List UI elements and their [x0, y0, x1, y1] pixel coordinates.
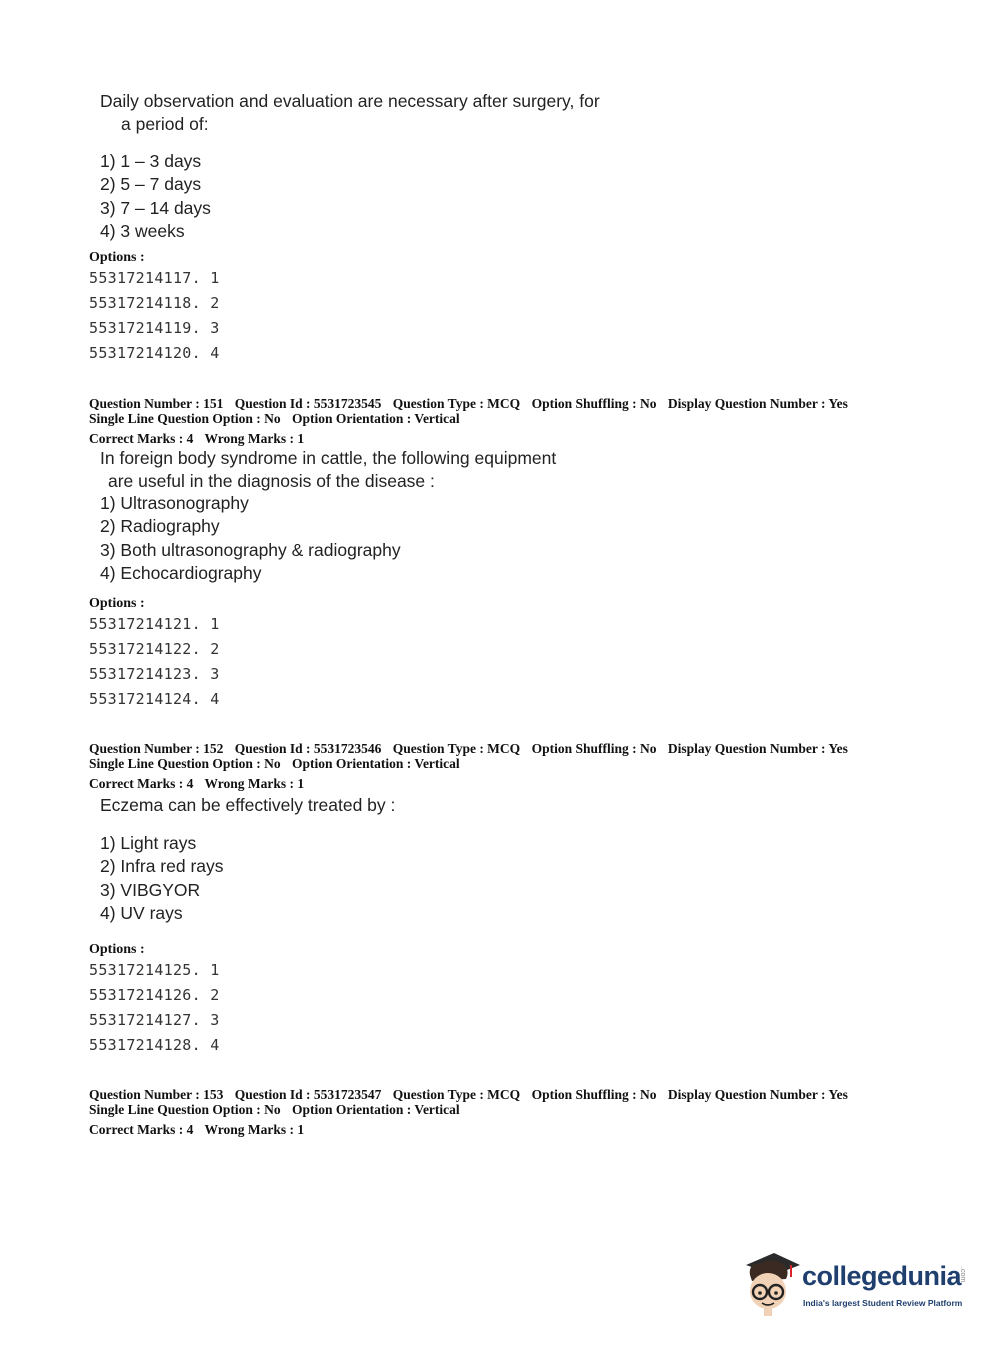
q151-choice-3: 3) Both ultrasonography & radiography: [100, 539, 401, 560]
q151-choice-2: 2) Radiography: [100, 516, 220, 537]
q152-question-number: Question Number : 152: [89, 741, 224, 756]
q152-meta-line3: [89, 776, 848, 791]
q152-question-type: Question Type : MCQ: [392, 741, 521, 756]
q150-choices: [100, 150, 211, 243]
q152-meta-line2: [89, 756, 848, 771]
logo-dotcom: .com: [959, 1267, 966, 1283]
q153-meta: [89, 1087, 848, 1137]
q152-meta-line1: [89, 741, 848, 756]
q151-choice-4: 4) Echocardiography: [100, 562, 262, 583]
mascot-icon: [740, 1249, 802, 1319]
q151-option-id: 55317214123. 3: [89, 665, 220, 683]
q152-question: [100, 794, 395, 817]
q152-meta: [89, 741, 848, 791]
logo-brand-text: collegedunia: [802, 1261, 962, 1291]
q151-wrong-marks: Wrong Marks : 1: [204, 431, 305, 446]
q152-question-line: Eczema can be effectively treated by :: [100, 795, 396, 815]
q150-option-id: 55317214119. 3: [89, 319, 220, 337]
q151-single-line-option: Single Line Question Option : No: [89, 411, 281, 426]
q151-meta-line3: [89, 431, 848, 446]
q150-choice-4: 4) 3 weeks: [100, 220, 185, 241]
q152-option-ids: [89, 958, 220, 1058]
logo-tagline: India's largest Student Review Platform: [803, 1298, 963, 1308]
q151-option-ids: [89, 612, 220, 712]
q152-correct-marks: Correct Marks : 4: [89, 776, 194, 791]
q151-correct-marks: Correct Marks : 4: [89, 431, 194, 446]
q152-option-shuffling: Option Shuffling : No: [531, 741, 657, 756]
q153-display-question-number: Display Question Number : Yes: [667, 1087, 848, 1102]
q151-question-line: are useful in the diagnosis of the disease :: [108, 471, 435, 492]
q151-option-shuffling: Option Shuffling : No: [531, 396, 657, 411]
q153-meta-line3: [89, 1122, 848, 1137]
q152-single-line-option: Single Line Question Option : No: [89, 756, 281, 771]
q150-choice-3: 3) 7 – 14 days: [100, 197, 211, 218]
q151-display-question-number: Display Question Number : Yes: [667, 396, 848, 411]
q153-wrong-marks: Wrong Marks : 1: [204, 1122, 305, 1137]
q152-choice-2: 2) Infra red rays: [100, 856, 224, 877]
q151-meta-line2: [89, 411, 848, 426]
q151-choices: [100, 492, 401, 585]
q150-question: [100, 90, 600, 137]
q153-correct-marks: Correct Marks : 4: [89, 1122, 194, 1137]
q150-choice-1: 1) 1 – 3 days: [100, 151, 202, 171]
q152-choice-1: 1) Light rays: [100, 833, 197, 853]
q152-choices: [100, 832, 224, 925]
q153-question-number: Question Number : 153: [89, 1087, 224, 1102]
q151-choice-1: 1) Ultrasonography: [100, 493, 249, 513]
q153-meta-line2: [89, 1102, 848, 1117]
q151-question-line: In foreign body syndrome in cattle, the following equipment: [100, 448, 557, 468]
q151-meta-line1: [89, 396, 848, 411]
q152-option-id: 55317214127. 3: [89, 1011, 220, 1029]
q150-option-id: 55317214120. 4: [89, 344, 220, 362]
q150-choice-2: 2) 5 – 7 days: [100, 174, 202, 195]
q153-option-orientation: Option Orientation : Vertical: [292, 1102, 460, 1117]
q151-options-label: Options :: [89, 596, 145, 611]
q150-option-id: 55317214117. 1: [89, 269, 220, 287]
q152-question-id: Question Id : 5531723546: [234, 741, 382, 756]
q152-option-id: 55317214125. 1: [89, 961, 220, 979]
q152-option-id: 55317214126. 2: [89, 986, 220, 1004]
q151-question-number: Question Number : 151: [89, 396, 224, 411]
q153-question-type: Question Type : MCQ: [392, 1087, 521, 1102]
q152-choice-3: 3) VIBGYOR: [100, 879, 201, 900]
q151-question: [100, 447, 556, 494]
collegedunia-logo[interactable]: [740, 1247, 980, 1322]
q150-option-ids: [89, 266, 220, 366]
q152-wrong-marks: Wrong Marks : 1: [204, 776, 305, 791]
q150-question-line: a period of:: [121, 114, 209, 135]
q153-option-shuffling: Option Shuffling : No: [531, 1087, 657, 1102]
q150-question-line: Daily observation and evaluation are necessary after surgery, for: [100, 91, 600, 111]
q153-question-id: Question Id : 5531723547: [234, 1087, 382, 1102]
q153-meta-line1: [89, 1087, 848, 1102]
q152-option-orientation: Option Orientation : Vertical: [292, 756, 460, 771]
q151-question-type: Question Type : MCQ: [392, 396, 521, 411]
q152-options-label: Options :: [89, 942, 145, 957]
q150-option-id: 55317214118. 2: [89, 294, 220, 312]
q152-choice-4: 4) UV rays: [100, 902, 183, 923]
q151-option-id: 55317214122. 2: [89, 640, 220, 658]
q151-option-orientation: Option Orientation : Vertical: [292, 411, 460, 426]
q153-single-line-option: Single Line Question Option : No: [89, 1102, 281, 1117]
q151-question-id: Question Id : 5531723545: [234, 396, 382, 411]
q151-meta: [89, 396, 848, 446]
q151-option-id: 55317214121. 1: [89, 615, 220, 633]
q150-options-label: Options :: [89, 250, 145, 265]
q152-display-question-number: Display Question Number : Yes: [667, 741, 848, 756]
q152-option-id: 55317214128. 4: [89, 1036, 220, 1054]
q151-option-id: 55317214124. 4: [89, 690, 220, 708]
